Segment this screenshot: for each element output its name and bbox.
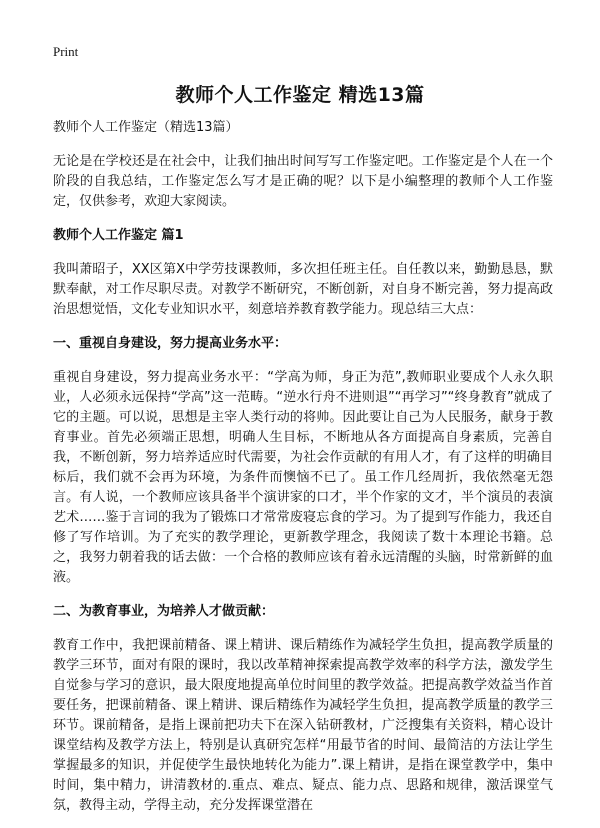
document-subtitle: 教师个人工作鉴定（精选13篇）	[53, 120, 239, 135]
section-paragraph: 我叫萧昭子，XX区第X中学劳技课教师，多次担任班主任。自任教以来，勤勤恳恳，默默奉献，对工作尽职尽责。对教学不断研究，不断创新，对自身不断完善，努力提高政治思想觉悟，文化专业知识水平，刻意培养教育教学能力。现总结三大点：	[53, 262, 553, 317]
point-paragraph: 教育工作中，我把课前精备、课上精讲、课后精练作为减轻学生负担，提高教学质量的教学三环节，面对有限的课时，我以改革精神探索提高教学效率的科学方法，激发学生自觉参与学习的意识，最大限度地提高单位时间里的教学效益。把提高教学效益当作首要任务，把课前精备、课上精讲、课后精练作为减轻学生负担，提高教学质量的教学三环节。课前精备，是指上课前把功夫下在深入钻研教材，广泛搜集有关资料，精心设计课堂结构及教学方法上，特别是认真研究怎样“用最节省的时间、最简洁的方法让学生掌握最多的知识，并促使学生最快地转化为能力”.课上精讲，是指在课堂教学中，集中时间，集中精力，讲清教材的.重点、难点、疑点、能力点、思路和规律，激活课堂气氛，教得主动，学得主动，充分发挥课堂潜在	[53, 638, 553, 813]
print-link[interactable]: Print	[53, 44, 79, 59]
document-body	[53, 118, 553, 828]
section-heading: 教师个人工作鉴定 篇1	[53, 228, 184, 243]
point-heading: 一、重视自身建设，努力提高业务水平：	[53, 336, 288, 351]
intro-paragraph: 无论是在学校还是在社会中，让我们抽出时间写写工作鉴定吧。工作鉴定是个人在一个阶段的自我总结，工作鉴定怎么写才是正确的呢？以下是小编整理的教师个人工作鉴定，仅供参考，欢迎大家阅读。	[53, 154, 553, 209]
document-title: 教师个人工作鉴定 精选13篇	[175, 84, 425, 106]
point-heading: 二、为教育事业，为培养人才做贡献：	[53, 604, 275, 619]
point-paragraph: 重视自身建设，努力提高业务水平：“学高为师，身正为范”,教师职业要成个人永久职业，人必须永远保持“学高”这一范畴。“逆水行舟不进则退”“再学习”“终身教育”就成了它的主题。可以说，思想是主宰人类行动的将帅。因此要让自己为人民服务，献身于教育事业。首先必须端正思想，明确人生目标，不断地从各方面提高自身素质，完善自我，不断创新，努力培养适应时代需要，为社会作贡献的有用人才，有了这样的明确目标后，我们就不会再为环境，为条件而懊恼不已了。虽工作几经周折，我依然毫无怨言。有人说，一个教师应该具备半个演讲家的口才，半个作家的文才，半个演员的表演艺术……鉴于言词的我为了锻炼口才常常废寝忘食的学习。为了提到写作能力，我还自修了写作培训。为了充实的教学理论，更新教学理念，我阅读了数十本理论书籍。总之，我努力朝着我的话去做：一个合格的教师应该有着永远清醒的头脑，时常新鲜的血液。	[53, 370, 553, 585]
